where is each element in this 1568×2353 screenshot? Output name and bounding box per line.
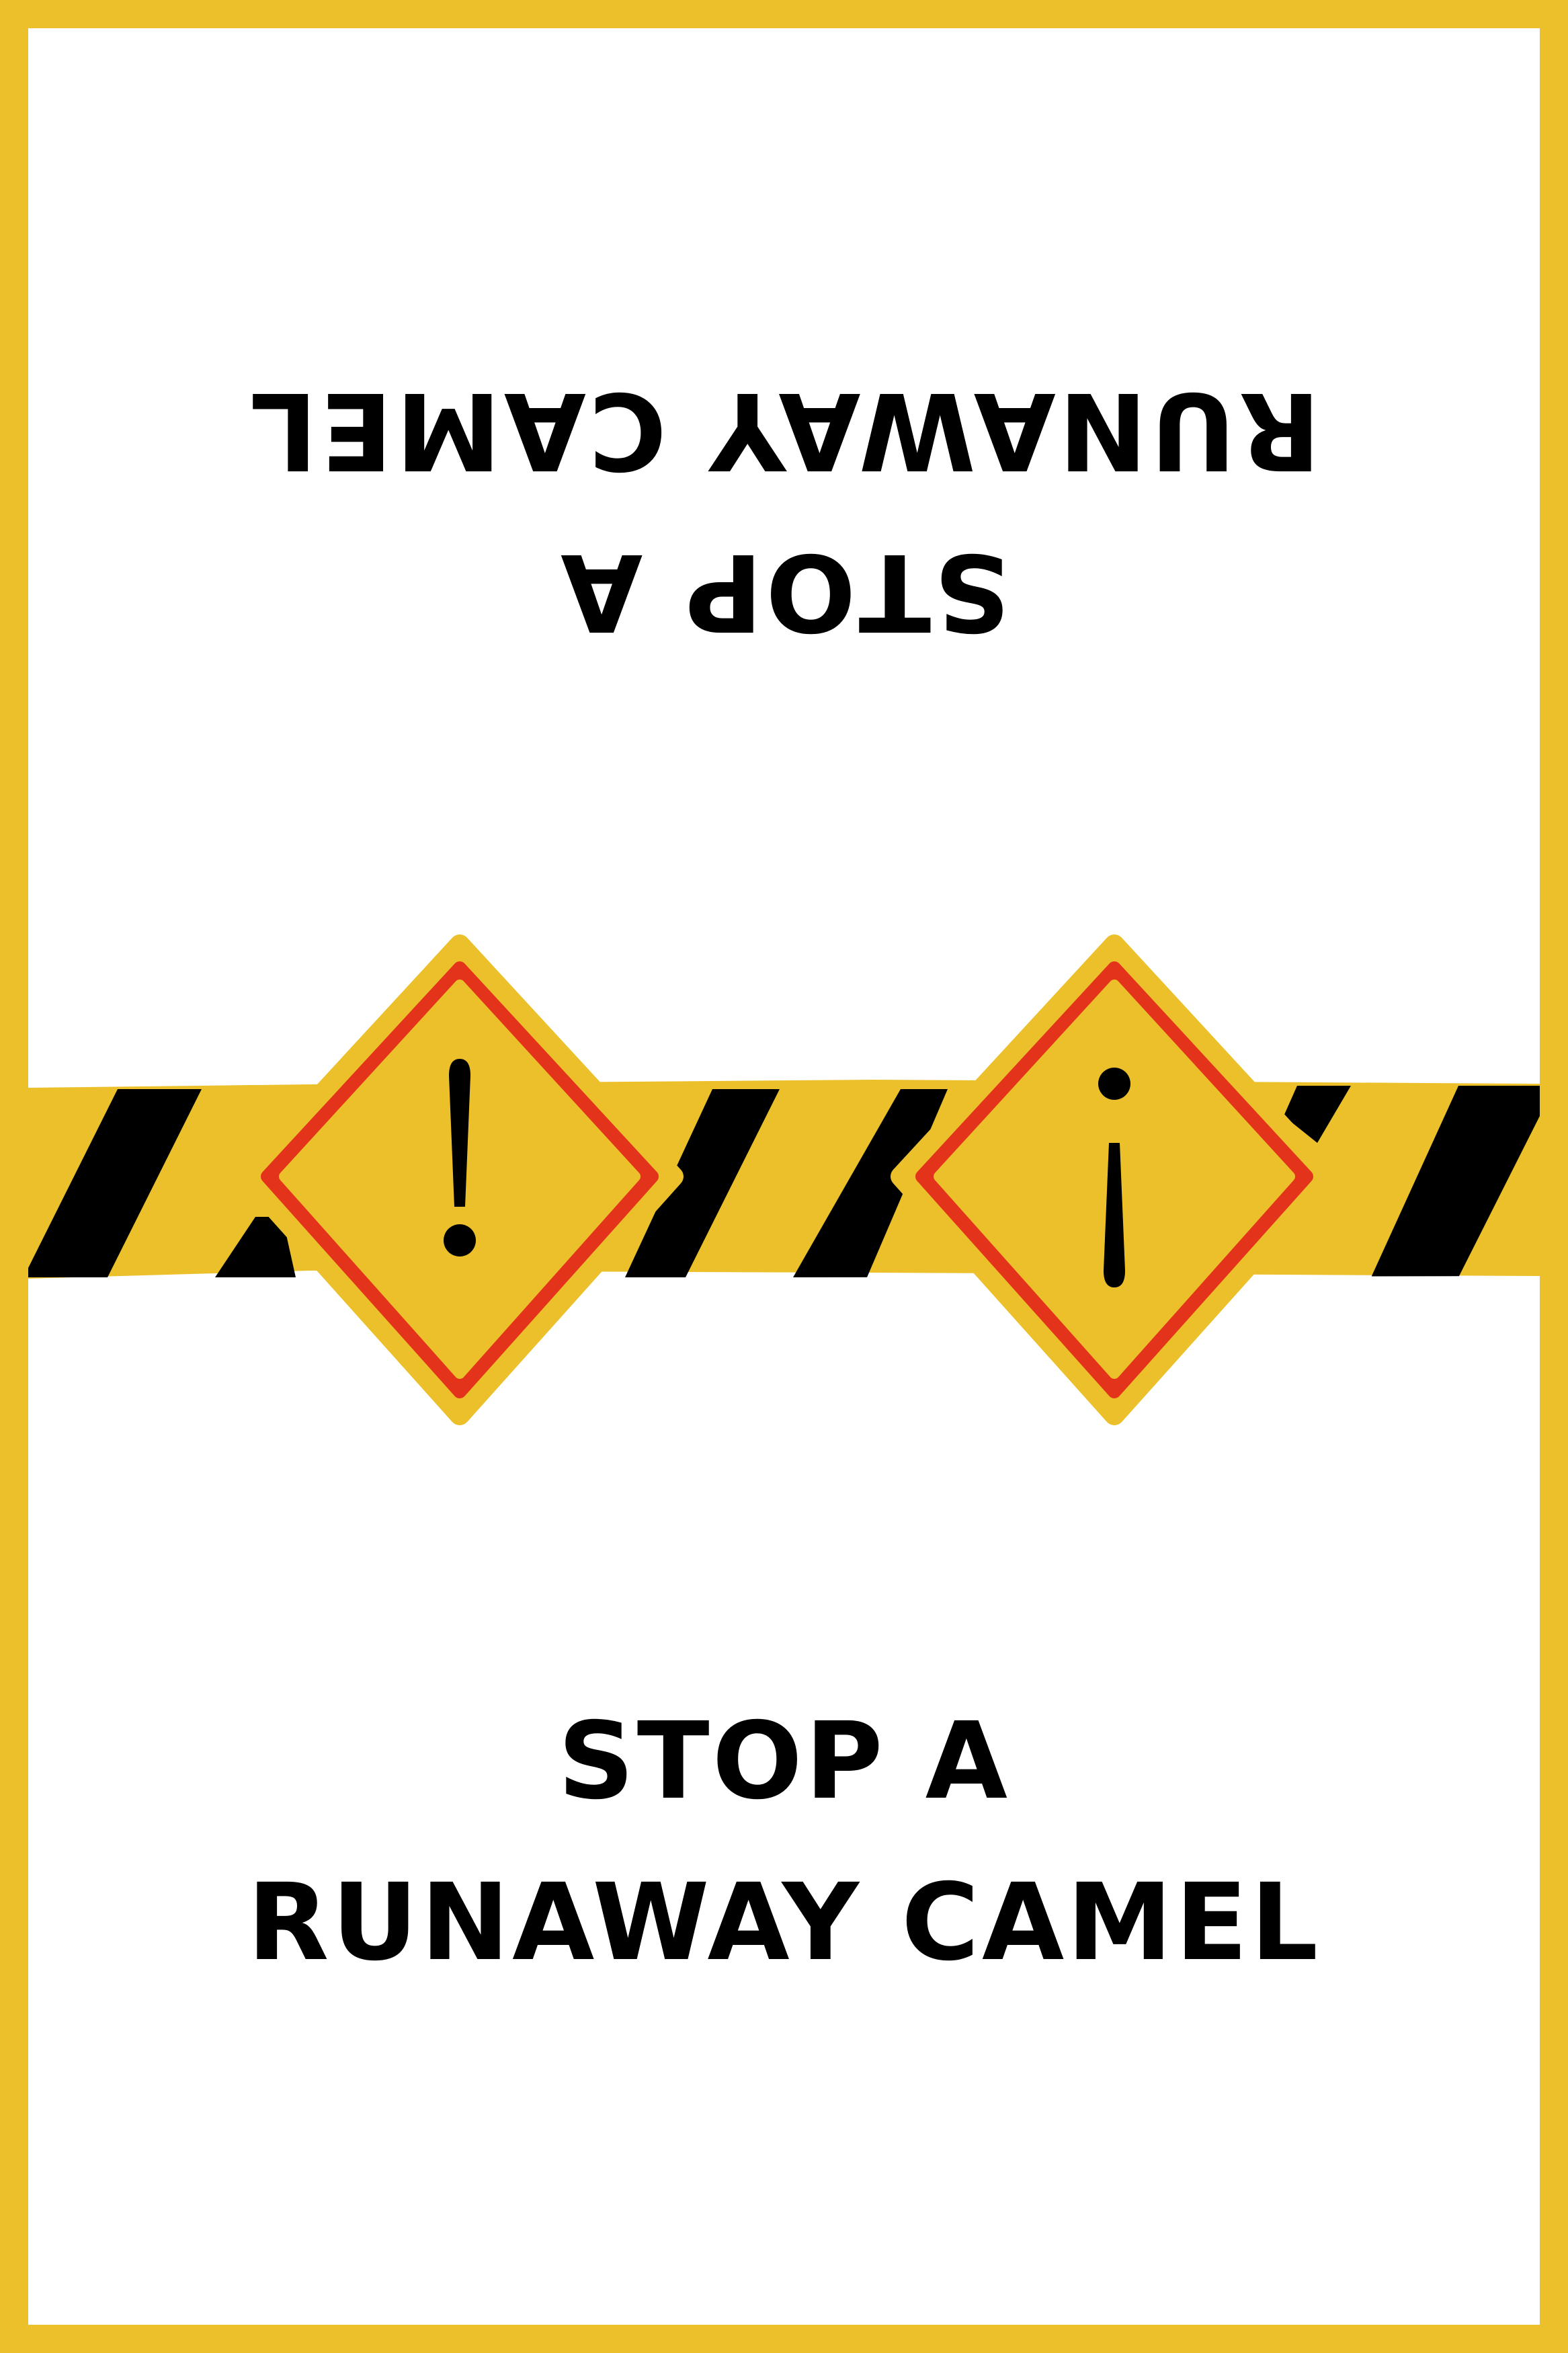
warning-sign-right	[901, 945, 1328, 1415]
warning-sign-left	[246, 945, 673, 1415]
caption-top-line1: STOP A	[558, 530, 1010, 653]
caption-bottom-line1: STOP A	[558, 1700, 1010, 1823]
caption-bottom-line2: RUNAWAY CAMEL	[247, 1861, 1321, 1985]
caption-top-line2: RUNAWAY CAMEL	[247, 368, 1321, 492]
caption-bottom	[28, 1681, 1540, 2003]
